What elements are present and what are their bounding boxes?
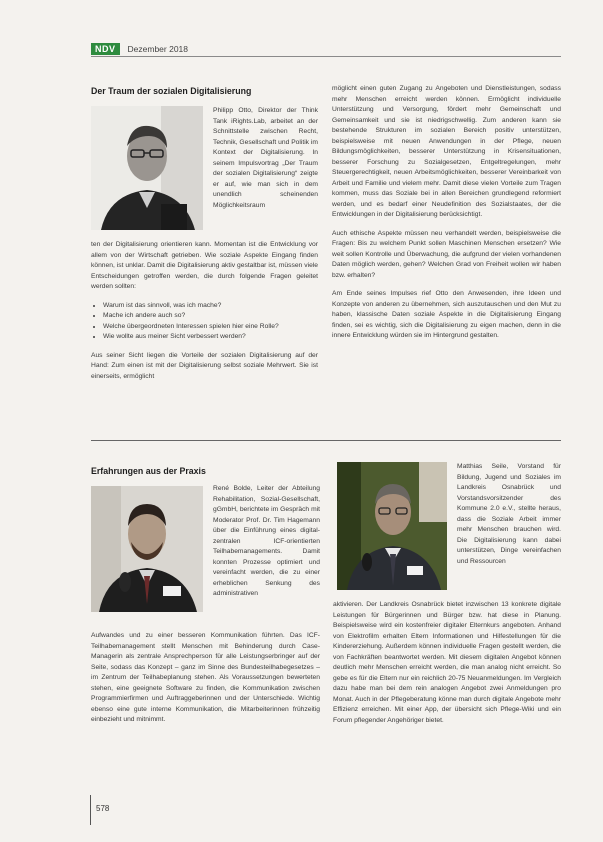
section-divider (91, 440, 561, 441)
article2-body-right: aktivieren. Der Landkreis Osnabrück bietet inzwischen 13 konkrete digitale Leistungen für Bürgerinnen und Bürger bzw. hat diese in Planung. Beispielsweise wird ein kostenfreier digitaler Elternkurs angeboten. Anhand von Elektrofilm erhalten Eltern Informationen und Hilfestellungen für die Kindererziehung. Außerdem können individuelle Fragen gestellt werden, die von Fachkräften beantwortet werden. Mit diesem digitalen Angebot können deutlich mehr Menschen erreicht werden, die man analog nicht erreicht. So gebe es für die Eltern nur ein reichlich 20-75 Neuanmeldungen. Im Vergleich dazu habe man bei dem rein analogen Angebot zwei Anmeldungen pro Monat. Auch in der Pflegeberatung könne man durch digitale Angebote mehr Effizienz erreichen. Mit einer App, der übersicht sich Pflege-Wiki und ein Forum pflegender Angehöriger bietet. (333, 601, 561, 724)
list-item: • Warum ist das sinnvoll, was ich mache? (103, 301, 318, 312)
journal-badge: NDV (91, 43, 120, 55)
article2-column1 (91, 631, 320, 726)
article2-wrap-text (213, 484, 320, 600)
header-rule (91, 56, 561, 57)
portrait-rene-bolde (91, 486, 203, 612)
article1-intro: Philipp Otto, Direktor der Think Tank iRights.Lab, arbeitet an der Schnittstelle zwischen Recht, Technik, Gesellschaft und Politik im Kontext der Digitalisierung. In seinem Impulsvortrag „Der Traum der sozialen Digitalisierung“ zeigte er auf, wie man sich in dem unendlich scheinenden Möglichkeitsraum (213, 107, 318, 209)
article2-title: Erfahrungen aus der Praxis (91, 466, 206, 476)
article1-title: Der Traum der sozialen Digitalisierung (91, 86, 252, 96)
article1-paragraph: Auch ethische Aspekte müssen neu verhandelt werden, beispielsweise die Fragen: Bis zu welchem Punkt sollen Maschinen Menschen ersetzen? Wie weit sollen Kontrolle und Überwachung, die aufgrund der vielen vorhandenen Daten möglich werden, gehen? Welchen Grad von Freiheit wollen wir haben bzw. erhalten? (332, 229, 561, 279)
article1-paragraph: möglicht einen guten Zugang zu Angeboten und Dienstleistungen, sodass mehr Menschen erreicht werden können. Ermöglicht individuelle Unterstützung und Versorgung, fördert mehr Gemeinschaft und Gemeinsamkeit und sie ist niedrigschwellig. Zum anderen kann sie bestehende Strukturen im sozialen Bereich positiv unterstützen, beispielsweise mit neuen Anwendungen in der Pflege, neuen Bildungsmöglichkeiten, besserer Unterstützung in Krisensituationen, besserer Forschung zu Sozialgesetzen, Entgeltregelungen, mehr Steuergerechtigkeit, neuen Arbeitsmöglichkeiten, besserer Vereinbarkeit von Arbeit und Familie und vielem mehr. Damit diese vielen Vorteile zum Tragen kommen, muss das Soziale bei in allen Bereichen grundlegend reformiert werden, und es bedarf einer Neudefinition des Sozialstaates, der die Entwicklungen in der Digitalisierung berücksichtigt. (332, 85, 561, 218)
list-item: • Wie wollte aus meiner Sicht verbessert werden? (103, 332, 318, 343)
article1-paragraph: Am Ende seines Impulses rief Otto den Anwesenden, ihre Ideen und Konzepte von anderen zu übernehmen, sich auszutauschen und den Mut zu haben, klassische Daten soziale Aspekte in die Digitalisierung Eingang finden, sei es wichtig, sich die Digitalisierung zu eigen machen, denn in die innere Entwicklung würden sie im Hintergrund gestalten. (332, 290, 561, 339)
issue-date: Dezember 2018 (127, 44, 188, 54)
article2-column2 (333, 600, 561, 726)
list-item: • Welche übergeordneten Interessen spielen hier eine Rolle? (103, 322, 318, 333)
page-number-rule (90, 795, 91, 825)
portrait-matthias-seile (337, 462, 447, 590)
article2-intro-right: Matthias Seile, Vorstand für Bildung, Jugend und Soziales im Landkreis Osnabrück und Vorstandsvorsitzender des Kommune 2.0 e.V., stellte heraus, dass die Soziale Arbeit immer mehr Menschen brauchen wird. Die Digitalisierung kann dabei unterstützen, Dinge vereinfachen und Ressourcen (457, 463, 561, 565)
article1-wrap-text (213, 106, 318, 211)
article2-intro: René Bolde, Leiter der Abteilung Rehabilitation, Sozial-Gesellschaft, gGmbH, berichtete im Gespräch mit Moderator Prof. Dr. Tim Hagemann über die Einführung eines digital-zentralen ICF-orientierten Teilhabemanagements. Damit konnten Prozesse optimiert und vereinfacht werden, die zu einer erheblichen Senkung des administrativen (213, 485, 320, 597)
article2-wrap-text-right (457, 462, 561, 567)
page-header (91, 42, 188, 56)
article1-questions-list (91, 301, 318, 343)
page-number: 578 (96, 804, 110, 813)
article1-column1 (91, 240, 318, 382)
article1-closing: Aus seiner Sicht liegen die Vorteile der sozialen Digitalisierung auf der Hand: Zum einen ist mit der Digitalisierung selbst soziale Mehrwert. Sie ist einerseits, ermöglicht (91, 351, 318, 380)
article2-body: Aufwandes und zu einer besseren Kommunikation führten. Das ICF-Teilhabemanagement stellt Menschen mit Behinderung durch Case-Managerin als zentrale Ansprechperson für alle Leistungserbringer auf der Seite, sodass das Konzept – ganz im Sinne des Bundesteilhabegesetzes – im Zentrum der Teilhabeplanung stehen. Als Voraussetzungen bewerteten stehen, eine geeignete Software zu finden, die Kommunikation zwischen Programmierfirmen und Auftraggeberinnen und der Unterschiede. Wichtig ebenso eine gute interne Kommunikation, die Mitarbeiterinnen frühzeitig einbezieht und mitnimmt. (91, 632, 320, 723)
list-item: • Mache ich andere auch so? (103, 311, 318, 322)
article1-column2 (332, 84, 561, 342)
portrait-philipp-otto (91, 106, 203, 230)
article1-body: ten der Digitalisierung orientieren kann. Momentan ist die Entwicklung vor allem von der Wirtschaft getrieben. Wie soziale Aspekte Eingang finden können, ist unklar. Damit die Digitalisierung aktiv gestaltbar ist, müssen viele Entscheidungen getroffen werden, die durch folgende Fragen geleitet werden sollten: (91, 241, 318, 290)
